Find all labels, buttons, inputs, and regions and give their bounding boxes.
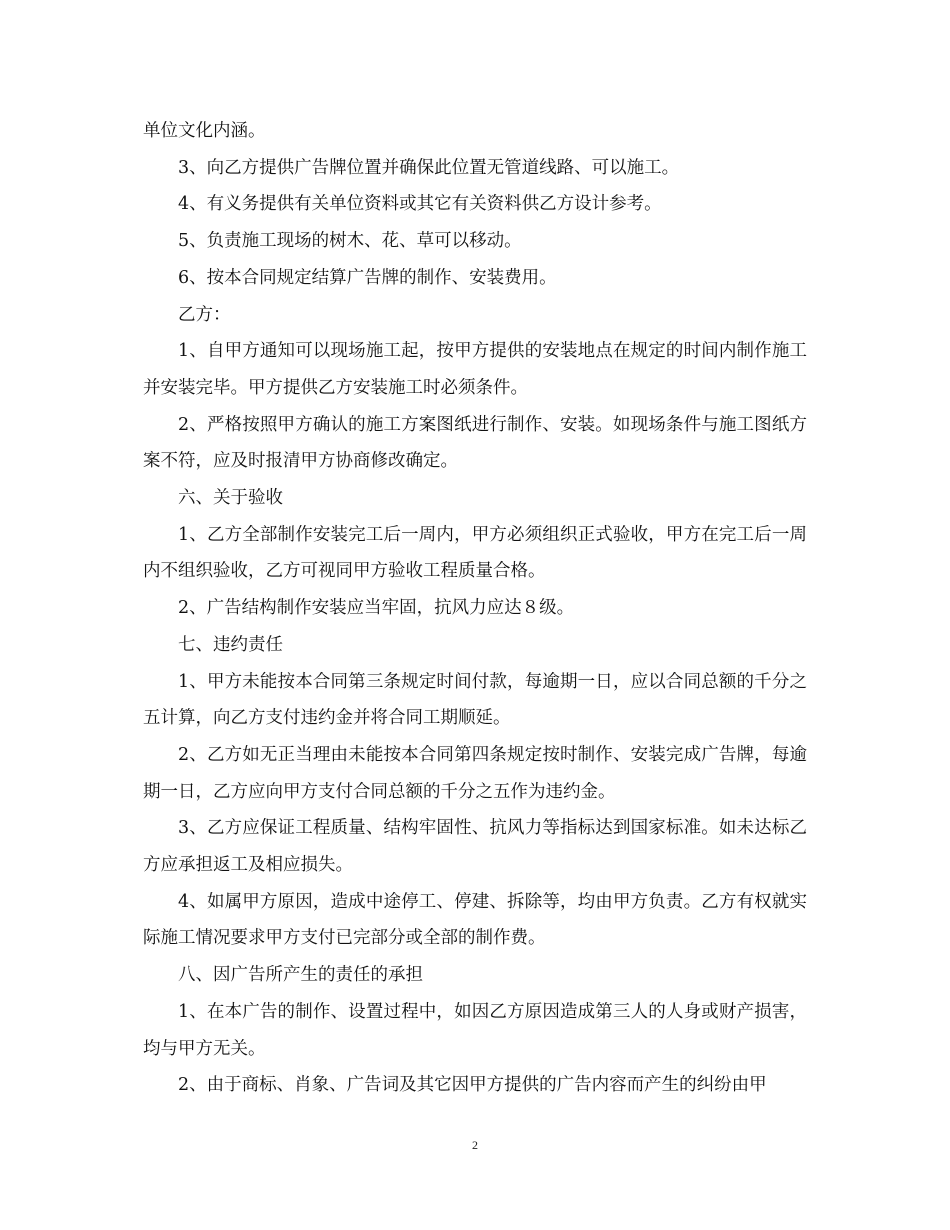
paragraph: 4、有义务提供有关单位资料或其它有关资料供乙方设计参考。 (178, 194, 662, 215)
paragraph: 3、向乙方提供广告牌位置并确保此位置无管道线路、可以施工。 (178, 157, 680, 178)
paragraph: 七、违约责任 (178, 634, 283, 655)
paragraph: 2、由于商标、肖象、广告词及其它因甲方提供的广告内容而产生的纠纷由甲 (178, 1075, 767, 1096)
paragraph: 1、自甲方通知可以现场施工起，按甲方提供的安装地点在规定的时间内制作施工并安装完毕。甲方提供乙方安装施工时必须条件。 (143, 341, 807, 398)
body-text (143, 113, 807, 1104)
paragraph: 5、负责施工现场的树木、花、草可以移动。 (178, 231, 522, 252)
paragraph: 1、乙方全部制作安装完工后一周内，甲方必须组织正式验收，甲方在完工后一周内不组织验收，乙方可视同甲方验收工程质量合格。 (143, 524, 807, 582)
page-number: 2 (472, 1138, 478, 1152)
paragraph: 2、广告结构制作安装应当牢固，抗风力应达８级。 (178, 598, 575, 619)
paragraph: 单位文化内涵。 (143, 121, 266, 141)
paragraph: 乙方： (178, 304, 231, 325)
paragraph: 4、如属甲方原因，造成中途停工、停建、拆除等，均由甲方负责。乙方有权就实际施工情况要求甲方支付已完部分或全部的制作费。 (143, 891, 807, 949)
paragraph: 2、乙方如无正当理由未能按本合同第四条规定按时制作、安装完成广告牌，每逾期一日，乙方应向甲方支付合同总额的千分之五作为违约金。 (143, 744, 807, 802)
paragraph: 3、乙方应保证工程质量、结构牢固性、抗风力等指标达到国家标准。如未达标乙方应承担返工及相应损失。 (143, 818, 807, 876)
paragraph: 1、甲方未能按本合同第三条规定时间付款，每逾期一日，应以合同总额的千分之五计算，向乙方支付违约金并将合同工期顺延。 (143, 671, 807, 729)
paragraph: 6、按本合同规定结算广告牌的制作、安装费用。 (178, 267, 557, 288)
paragraph: 2、严格按照甲方确认的施工方案图纸进行制作、安装。如现场条件与施工图纸方案不符，应及时报清甲方协商修改确定。 (143, 414, 807, 472)
paragraph: 六、关于验收 (178, 488, 283, 509)
paragraph: 八、因广告所产生的责任的承担 (178, 965, 423, 986)
paragraph: 1、在本广告的制作、设置过程中，如因乙方原因造成第三人的人身或财产损害，均与甲方无关。 (143, 1001, 807, 1059)
